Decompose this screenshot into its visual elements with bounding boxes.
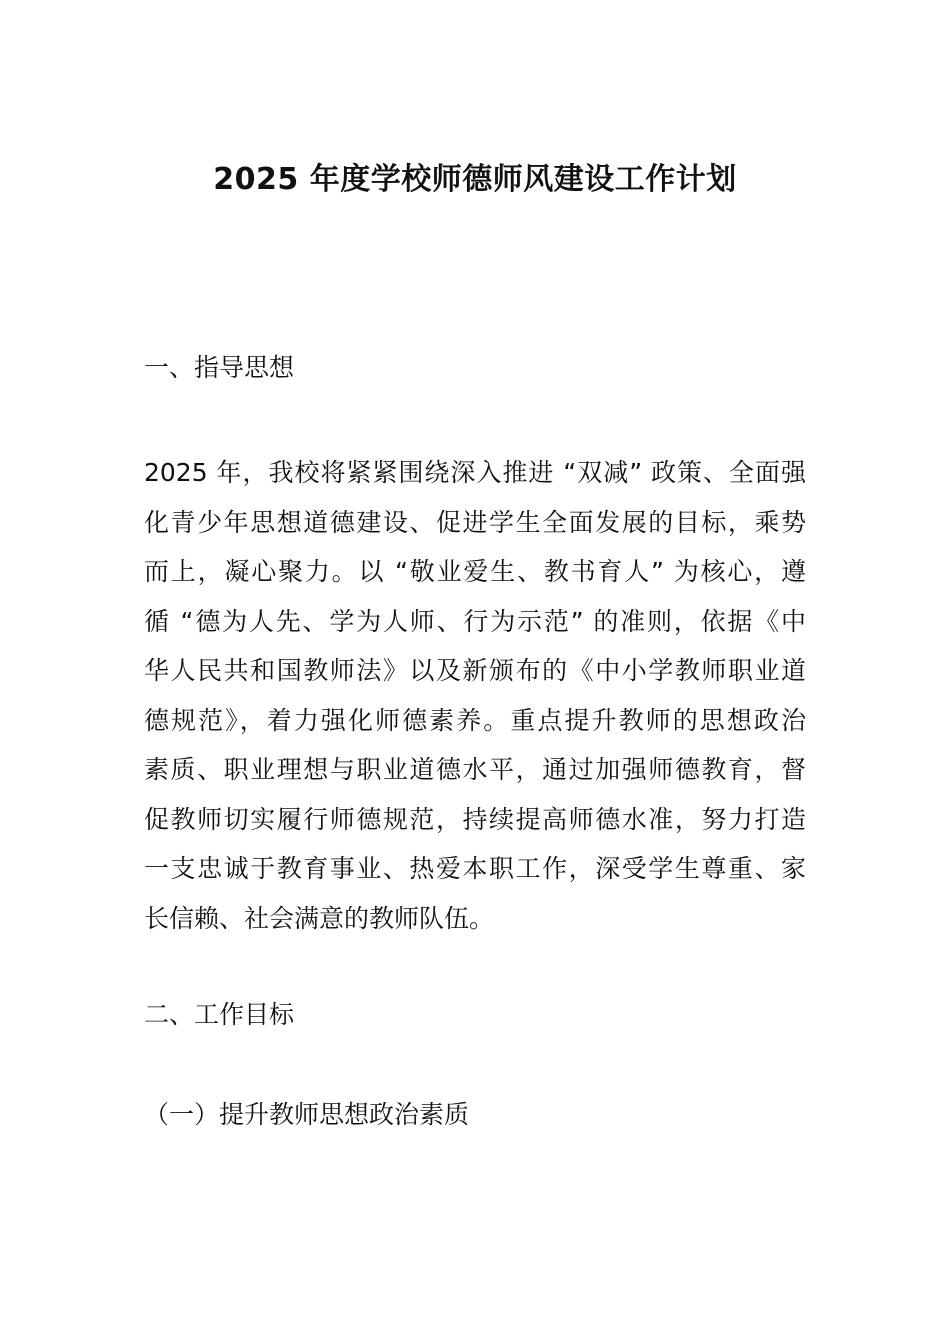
subsection-heading-political-quality: （一）提升教师思想政治素质	[144, 1100, 470, 1129]
paragraph-line: 素质、职业理想与职业道德水平，通过加强师德教育，督	[144, 755, 806, 784]
paragraph-line: 华人民共和国教师法》以及新颁布的《中小学教师职业道	[144, 656, 806, 685]
paragraph-line: 2025 年，我校将紧紧围绕深入推进 “双减” 政策、全面强	[144, 458, 806, 487]
paragraph-line: 德规范》，着力强化师德素养。重点提升教师的思想政治	[144, 705, 806, 735]
section-heading-work-goals: 二、工作目标	[144, 1000, 295, 1029]
document-title: 2025 年度学校师德师风建设工作计划	[213, 162, 737, 197]
paragraph-line: 而上，凝心聚力。以 “敬业爱生、教书育人” 为核心，遵	[144, 557, 806, 586]
paragraph-line: 促教师切实履行师德规范，持续提高师德水准，努力打造	[144, 804, 806, 834]
section-heading-guiding-ideology: 一、指导思想	[144, 353, 295, 382]
guiding-ideology-paragraph	[144, 448, 806, 943]
paragraph-line: 化青少年思想道德建设、促进学生全面发展的目标，乘势	[144, 507, 806, 537]
paragraph-line: 长信赖、社会满意的教师队伍。	[144, 903, 495, 933]
paragraph-line: 循 “德为人先、学为人师、行为示范” 的准则，依据《中	[144, 606, 806, 636]
paragraph-line: 一支忠诚于教育事业、热爱本职工作，深受学生尊重、家	[144, 854, 806, 883]
